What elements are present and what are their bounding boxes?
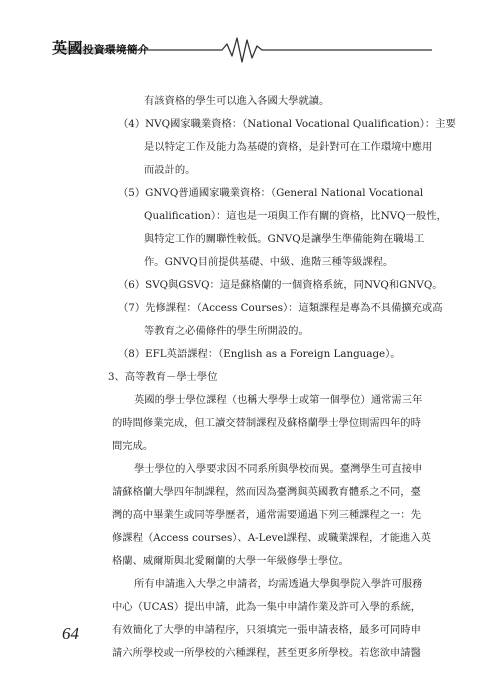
text-line: 請六所學校或一所學校的六種課程，甚至更多所學校。若您欲申請醫	[112, 647, 421, 659]
page-number: 64	[62, 624, 79, 643]
text-line: （6）SVQ與GSVQ：這是蘇格蘭的一個資格系統，同NVQ和GNVQ。	[118, 279, 443, 291]
text-line: （7）先修課程：（Access Courses）：這類課程是專為不具備擴充或高	[118, 302, 443, 314]
text-line: 有該資格的學生可以進入各國大學就讀。	[144, 95, 330, 107]
text-line: 作。GNVQ目前提供基礎、中級、進階三種等級課程。	[144, 256, 394, 268]
text-line: 有效簡化了大學的申請程序，只須填完一張申請表格，最多可同時申	[112, 624, 421, 636]
text-line: 等教育之必備條件的學生所開設的。	[144, 325, 309, 337]
text-line: 的時間修業完成，但工讀交替制課程及蘇格蘭學士學位則需四年的時	[112, 417, 421, 429]
text-line: 修課程（Access courses）、A-Level課程、或職業課程，才能進入英	[112, 532, 431, 544]
text-line: 格蘭、威爾斯與北愛爾蘭的大學一年級修學士學位。	[112, 555, 349, 567]
header-title-main: 英國	[52, 39, 84, 57]
text-line: 與特定工作的關聯性較低。GNVQ是讓學生準備能夠在職場工	[144, 233, 425, 245]
header-title-sub: 投資環境簡介	[83, 44, 150, 56]
text-line: 灣的高中畢業生或同等學歷者，通常需要通過下列三種課程之一：先	[112, 509, 421, 521]
section-heading: 3、高等教育－學士學位	[108, 371, 218, 383]
heartbeat-line-icon	[104, 38, 432, 62]
text-line: Qualification）：這也是一項與工作有關的資格，比NVQ一般性，	[144, 210, 447, 222]
text-line: （8）EFL英語課程：（English as a Foreign Language）。	[118, 348, 401, 360]
text-line: 中心（UCAS）提出申請，此為一集中申請作業及許可入學的系統，	[112, 601, 422, 613]
text-line: 學士學位的入學要求因不同系所與學校而異。臺灣學生可直接申	[134, 463, 423, 475]
text-line: 英國的學士學位課程（也稱大學學士或第一個學位）通常需三年	[134, 394, 423, 406]
text-line: （5）GNVQ普通國家職業資格：（General National Vocational	[118, 187, 424, 199]
text-line: 請蘇格蘭大學四年制課程，然而因為臺灣與英國教育體系之不同，臺	[112, 486, 421, 498]
text-line: 所有申請進入大學之申請者，均需透過大學與學院入學許可服務	[134, 578, 423, 590]
text-line: 間完成。	[112, 440, 154, 452]
text-line: 是以特定工作及能力為基礎的資格，是針對可在工作環境中應用	[144, 141, 433, 153]
text-line: 而設計的。	[144, 164, 196, 176]
text-line: （4）NVQ國家職業資格：（National Vocational Qualification）：主要	[118, 118, 456, 130]
page-header	[0, 0, 480, 70]
header-title	[52, 37, 149, 58]
header-decoration	[0, 0, 480, 70]
